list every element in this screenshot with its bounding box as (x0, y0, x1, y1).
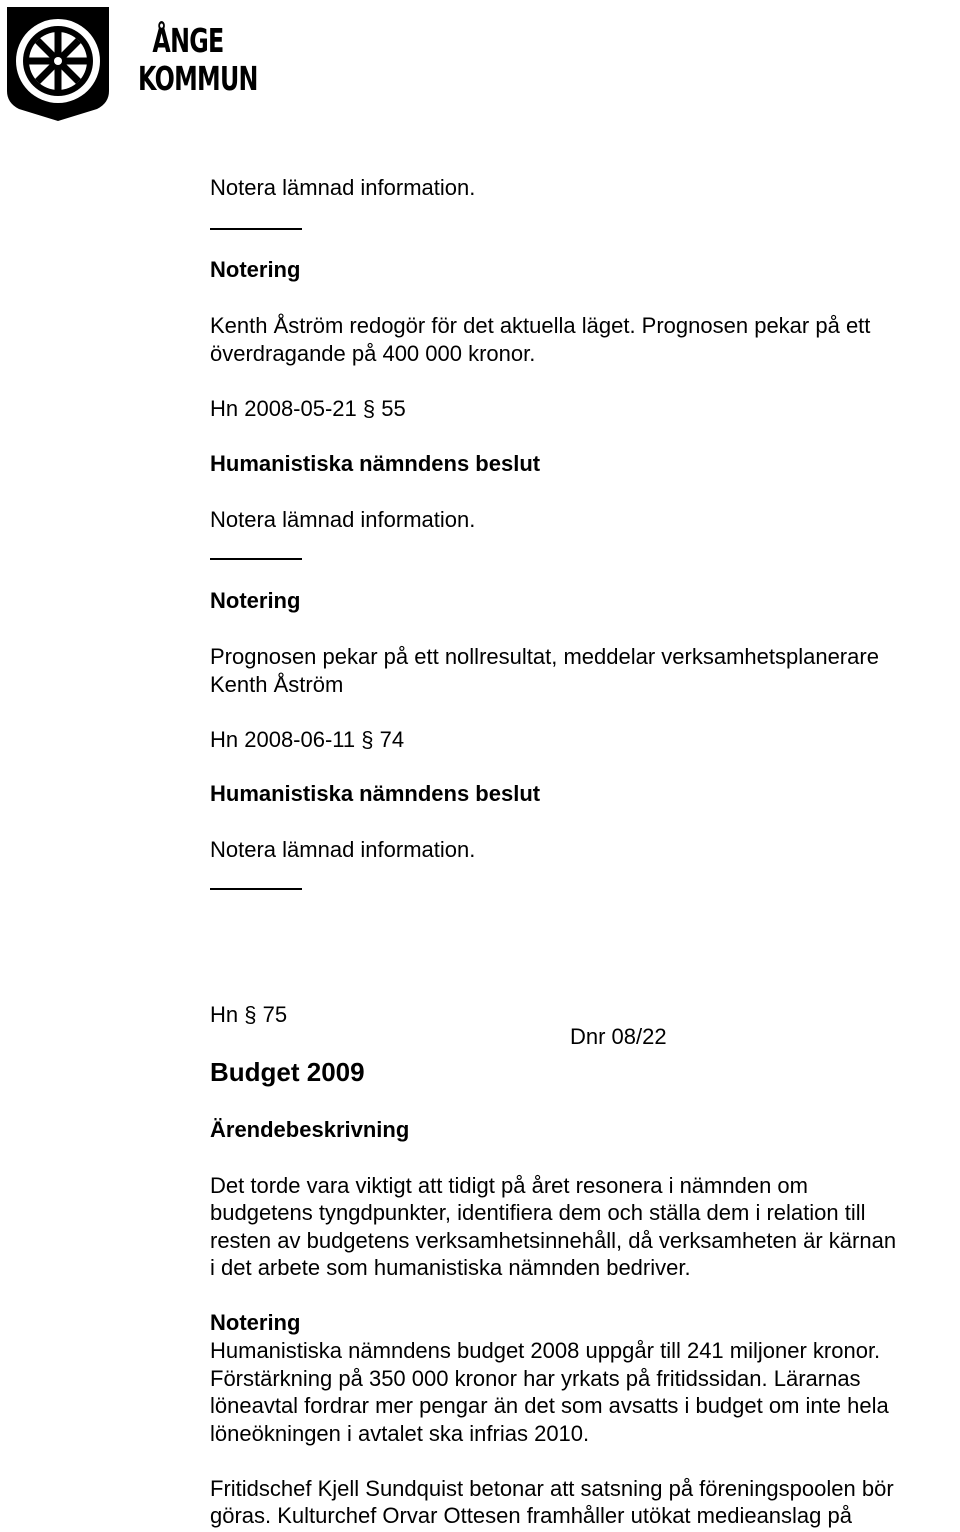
beslut-heading-2: Humanistiska nämndens beslut (210, 781, 541, 806)
notering-text-1-line1: Kenth Åström redogör för det aktuella läget. Prognosen pekar på ett (210, 313, 871, 338)
logo-line-ange: ÅNGE (152, 21, 224, 60)
arende-heading: Ärendebeskrivning (210, 1117, 410, 1142)
meeting-ref-2: Hn 2008-06-11 § 74 (210, 727, 405, 752)
logo-wordmark (138, 22, 304, 98)
notering-text-2-line2: Kenth Åström (210, 672, 344, 697)
notera-text-1: Notera lämnad information. (210, 175, 476, 200)
meeting-ref-1: Hn 2008-05-21 § 55 (210, 396, 406, 421)
notering-text-2-line1: Prognosen pekar på ett nollresultat, meddelar verksamhetsplanerare (210, 644, 879, 669)
case-title: Budget 2009 (210, 1057, 365, 1087)
logo-line-kommun: KOMMUN (138, 59, 258, 98)
notering-heading-1: Notering (210, 257, 301, 282)
case-notering-line-2: Förstärkning på 350 000 kronor har yrkats på fritidssidan. Lärarnas (210, 1366, 861, 1391)
fritid-line-1: Fritidschef Kjell Sundquist betonar att satsning på föreningspoolen bör (210, 1476, 894, 1501)
beslut-heading-1: Humanistiska nämndens beslut (210, 451, 541, 476)
section-divider-3 (210, 888, 302, 890)
case-paragraph-ref: Hn § 75 (210, 1002, 288, 1027)
municipality-logo (0, 0, 260, 130)
arende-line-4: i det arbete som humanistiska nämnden bedriver. (210, 1255, 691, 1280)
case-notering-line-1: Humanistiska nämndens budget 2008 uppgår till 241 miljoner kronor. (210, 1338, 881, 1363)
case-notering-heading: Notering (210, 1310, 301, 1335)
notera-text-3: Notera lämnad information. (210, 837, 476, 862)
case-notering-line-3: löneavtal fordrar mer pengar än det som avsatts i budget om inte hela (210, 1393, 889, 1418)
case-dnr: Dnr 08/22 (570, 1024, 667, 1049)
notering-heading-2: Notering (210, 588, 301, 613)
arende-line-1: Det torde vara viktigt att tidigt på året resonera i nämnden om (210, 1173, 808, 1198)
notera-text-2: Notera lämnad information. (210, 507, 476, 532)
case-notering-line-4: löneökningen i avtalet ska infrias 2010. (210, 1421, 590, 1446)
arende-line-2: budgetens tyngdpunkter, identifiera dem och ställa dem i relation till (210, 1200, 866, 1225)
notering-text-1-line2: överdragande på 400 000 kronor. (210, 341, 536, 366)
fritid-line-2: göras. Kulturchef Orvar Ottesen framhåller utökat medieanslag på (210, 1503, 852, 1528)
section-divider-2 (210, 558, 302, 560)
arende-line-3: resten av budgetens verksamhetsinnehåll, då verksamheten är kärnan (210, 1228, 897, 1253)
section-divider-1 (210, 228, 302, 230)
wheel-seal-icon (3, 3, 113, 123)
